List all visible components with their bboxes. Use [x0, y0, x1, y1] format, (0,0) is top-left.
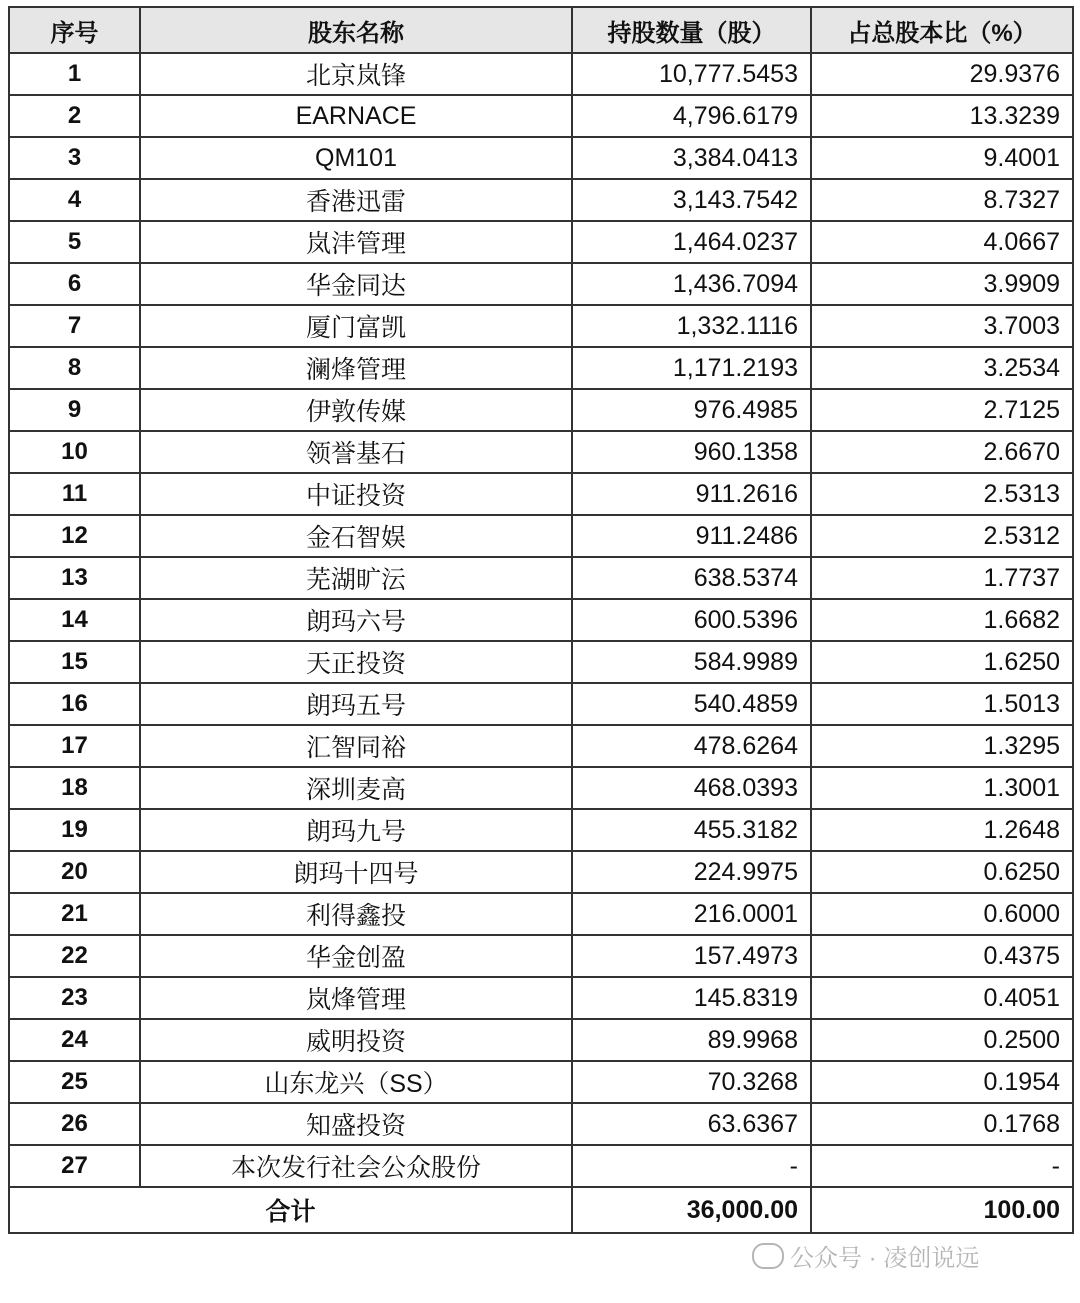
- shareholder-name: 领誉基石: [140, 431, 572, 473]
- share-ratio: 0.4375: [811, 935, 1073, 977]
- shareholder-name: 朗玛九号: [140, 809, 572, 851]
- share-count: 3,143.7542: [572, 179, 811, 221]
- row-index: 9: [9, 389, 140, 431]
- wechat-icon: [752, 1243, 784, 1269]
- table-row: [9, 305, 1073, 347]
- shareholder-name: 朗玛六号: [140, 599, 572, 641]
- share-ratio: 0.2500: [811, 1019, 1073, 1061]
- shareholder-name: 岚沣管理: [140, 221, 572, 263]
- row-index: 6: [9, 263, 140, 305]
- table-row: [9, 893, 1073, 935]
- share-count: 1,171.2193: [572, 347, 811, 389]
- share-ratio: -: [811, 1145, 1073, 1187]
- table-row: [9, 473, 1073, 515]
- share-count: 10,777.5453: [572, 53, 811, 95]
- row-index: 21: [9, 893, 140, 935]
- share-ratio: 0.1768: [811, 1103, 1073, 1145]
- shareholder-name: 厦门富凯: [140, 305, 572, 347]
- share-count: 540.4859: [572, 683, 811, 725]
- shareholder-name: 山东龙兴（SS）: [140, 1061, 572, 1103]
- share-ratio: 2.6670: [811, 431, 1073, 473]
- row-index: 19: [9, 809, 140, 851]
- table-row: [9, 809, 1073, 851]
- share-ratio: 1.6682: [811, 599, 1073, 641]
- share-count: 1,332.1116: [572, 305, 811, 347]
- share-ratio: 0.6250: [811, 851, 1073, 893]
- table-row: [9, 1145, 1073, 1187]
- share-count: 584.9989: [572, 641, 811, 683]
- shareholder-name: 汇智同裕: [140, 725, 572, 767]
- share-ratio: 13.3239: [811, 95, 1073, 137]
- watermark-text: 公众号 · 凌创说远: [790, 1245, 980, 1272]
- table-row: [9, 431, 1073, 473]
- shareholder-name: 威明投资: [140, 1019, 572, 1061]
- table-row: [9, 95, 1073, 137]
- share-ratio: 0.4051: [811, 977, 1073, 1019]
- row-index: 13: [9, 557, 140, 599]
- shareholder-table: [8, 6, 1074, 1234]
- share-ratio: 1.5013: [811, 683, 1073, 725]
- table-row: [9, 515, 1073, 557]
- row-index: 15: [9, 641, 140, 683]
- table-row: [9, 263, 1073, 305]
- table-row: [9, 935, 1073, 977]
- share-count: 976.4985: [572, 389, 811, 431]
- table-row: [9, 1019, 1073, 1061]
- share-count: -: [572, 1145, 811, 1187]
- row-index: 17: [9, 725, 140, 767]
- shareholder-name: 芜湖旷沄: [140, 557, 572, 599]
- shareholder-name: 华金同达: [140, 263, 572, 305]
- total-ratio: 100.00: [811, 1187, 1073, 1233]
- share-count: 638.5374: [572, 557, 811, 599]
- share-ratio: 8.7327: [811, 179, 1073, 221]
- row-index: 18: [9, 767, 140, 809]
- share-count: 157.4973: [572, 935, 811, 977]
- shareholder-name: 天正投资: [140, 641, 572, 683]
- share-ratio: 2.7125: [811, 389, 1073, 431]
- header-shares: 持股数量（股）: [572, 7, 811, 53]
- table-row: [9, 977, 1073, 1019]
- share-count: 145.8319: [572, 977, 811, 1019]
- share-ratio: 3.9909: [811, 263, 1073, 305]
- row-index: 25: [9, 1061, 140, 1103]
- table-row: [9, 557, 1073, 599]
- table-row: [9, 641, 1073, 683]
- shareholder-name: QM101: [140, 137, 572, 179]
- total-label: 合计: [9, 1187, 572, 1233]
- share-ratio: 1.3001: [811, 767, 1073, 809]
- total-shares: 36,000.00: [572, 1187, 811, 1233]
- shareholder-name: 香港迅雷: [140, 179, 572, 221]
- row-index: 16: [9, 683, 140, 725]
- shareholder-name: 岚烽管理: [140, 977, 572, 1019]
- share-ratio: 29.9376: [811, 53, 1073, 95]
- shareholder-name: 中证投资: [140, 473, 572, 515]
- header-index: 序号: [9, 7, 140, 53]
- table-body: [9, 53, 1073, 1233]
- table-row: [9, 683, 1073, 725]
- share-count: 3,384.0413: [572, 137, 811, 179]
- row-index: 23: [9, 977, 140, 1019]
- share-count: 1,436.7094: [572, 263, 811, 305]
- table-row: [9, 179, 1073, 221]
- table-row: [9, 599, 1073, 641]
- shareholder-table-container: [8, 6, 1072, 1234]
- share-ratio: 2.5313: [811, 473, 1073, 515]
- share-count: 216.0001: [572, 893, 811, 935]
- row-index: 1: [9, 53, 140, 95]
- share-count: 4,796.6179: [572, 95, 811, 137]
- row-index: 3: [9, 137, 140, 179]
- share-count: 960.1358: [572, 431, 811, 473]
- share-count: 600.5396: [572, 599, 811, 641]
- share-ratio: 2.5312: [811, 515, 1073, 557]
- shareholder-name: 伊敦传媒: [140, 389, 572, 431]
- row-index: 12: [9, 515, 140, 557]
- share-count: 911.2486: [572, 515, 811, 557]
- share-ratio: 1.6250: [811, 641, 1073, 683]
- row-index: 4: [9, 179, 140, 221]
- row-index: 8: [9, 347, 140, 389]
- row-index: 22: [9, 935, 140, 977]
- share-count: 911.2616: [572, 473, 811, 515]
- share-count: 63.6367: [572, 1103, 811, 1145]
- shareholder-name: 朗玛十四号: [140, 851, 572, 893]
- table-row: [9, 53, 1073, 95]
- row-index: 24: [9, 1019, 140, 1061]
- share-ratio: 1.2648: [811, 809, 1073, 851]
- row-index: 10: [9, 431, 140, 473]
- share-count: 478.6264: [572, 725, 811, 767]
- share-ratio: 1.3295: [811, 725, 1073, 767]
- row-index: 5: [9, 221, 140, 263]
- row-index: 2: [9, 95, 140, 137]
- share-count: 468.0393: [572, 767, 811, 809]
- share-ratio: 3.7003: [811, 305, 1073, 347]
- shareholder-name: 澜烽管理: [140, 347, 572, 389]
- row-index: 27: [9, 1145, 140, 1187]
- share-count: 70.3268: [572, 1061, 811, 1103]
- share-ratio: 3.2534: [811, 347, 1073, 389]
- table-row: [9, 1061, 1073, 1103]
- shareholder-name: 知盛投资: [140, 1103, 572, 1145]
- total-row: [9, 1187, 1073, 1233]
- table-row: [9, 347, 1073, 389]
- row-index: 20: [9, 851, 140, 893]
- share-count: 89.9968: [572, 1019, 811, 1061]
- header-ratio: 占总股本比（%）: [811, 7, 1073, 53]
- shareholder-name: 深圳麦高: [140, 767, 572, 809]
- share-ratio: 0.1954: [811, 1061, 1073, 1103]
- table-header-row: [9, 7, 1073, 53]
- row-index: 7: [9, 305, 140, 347]
- share-ratio: 4.0667: [811, 221, 1073, 263]
- shareholder-name: 华金创盈: [140, 935, 572, 977]
- share-count: 455.3182: [572, 809, 811, 851]
- share-count: 224.9975: [572, 851, 811, 893]
- row-index: 26: [9, 1103, 140, 1145]
- share-ratio: 0.6000: [811, 893, 1073, 935]
- table-row: [9, 725, 1073, 767]
- table-row: [9, 221, 1073, 263]
- share-ratio: 1.7737: [811, 557, 1073, 599]
- watermark: [752, 1238, 979, 1273]
- table-row: [9, 1103, 1073, 1145]
- row-index: 11: [9, 473, 140, 515]
- row-index: 14: [9, 599, 140, 641]
- table-row: [9, 851, 1073, 893]
- header-name: 股东名称: [140, 7, 572, 53]
- shareholder-name: 北京岚锋: [140, 53, 572, 95]
- table-row: [9, 137, 1073, 179]
- share-ratio: 9.4001: [811, 137, 1073, 179]
- shareholder-name: 朗玛五号: [140, 683, 572, 725]
- shareholder-name: 金石智娱: [140, 515, 572, 557]
- share-count: 1,464.0237: [572, 221, 811, 263]
- shareholder-name: EARNACE: [140, 95, 572, 137]
- table-row: [9, 389, 1073, 431]
- table-row: [9, 767, 1073, 809]
- shareholder-name: 利得鑫投: [140, 893, 572, 935]
- shareholder-name: 本次发行社会公众股份: [140, 1145, 572, 1187]
